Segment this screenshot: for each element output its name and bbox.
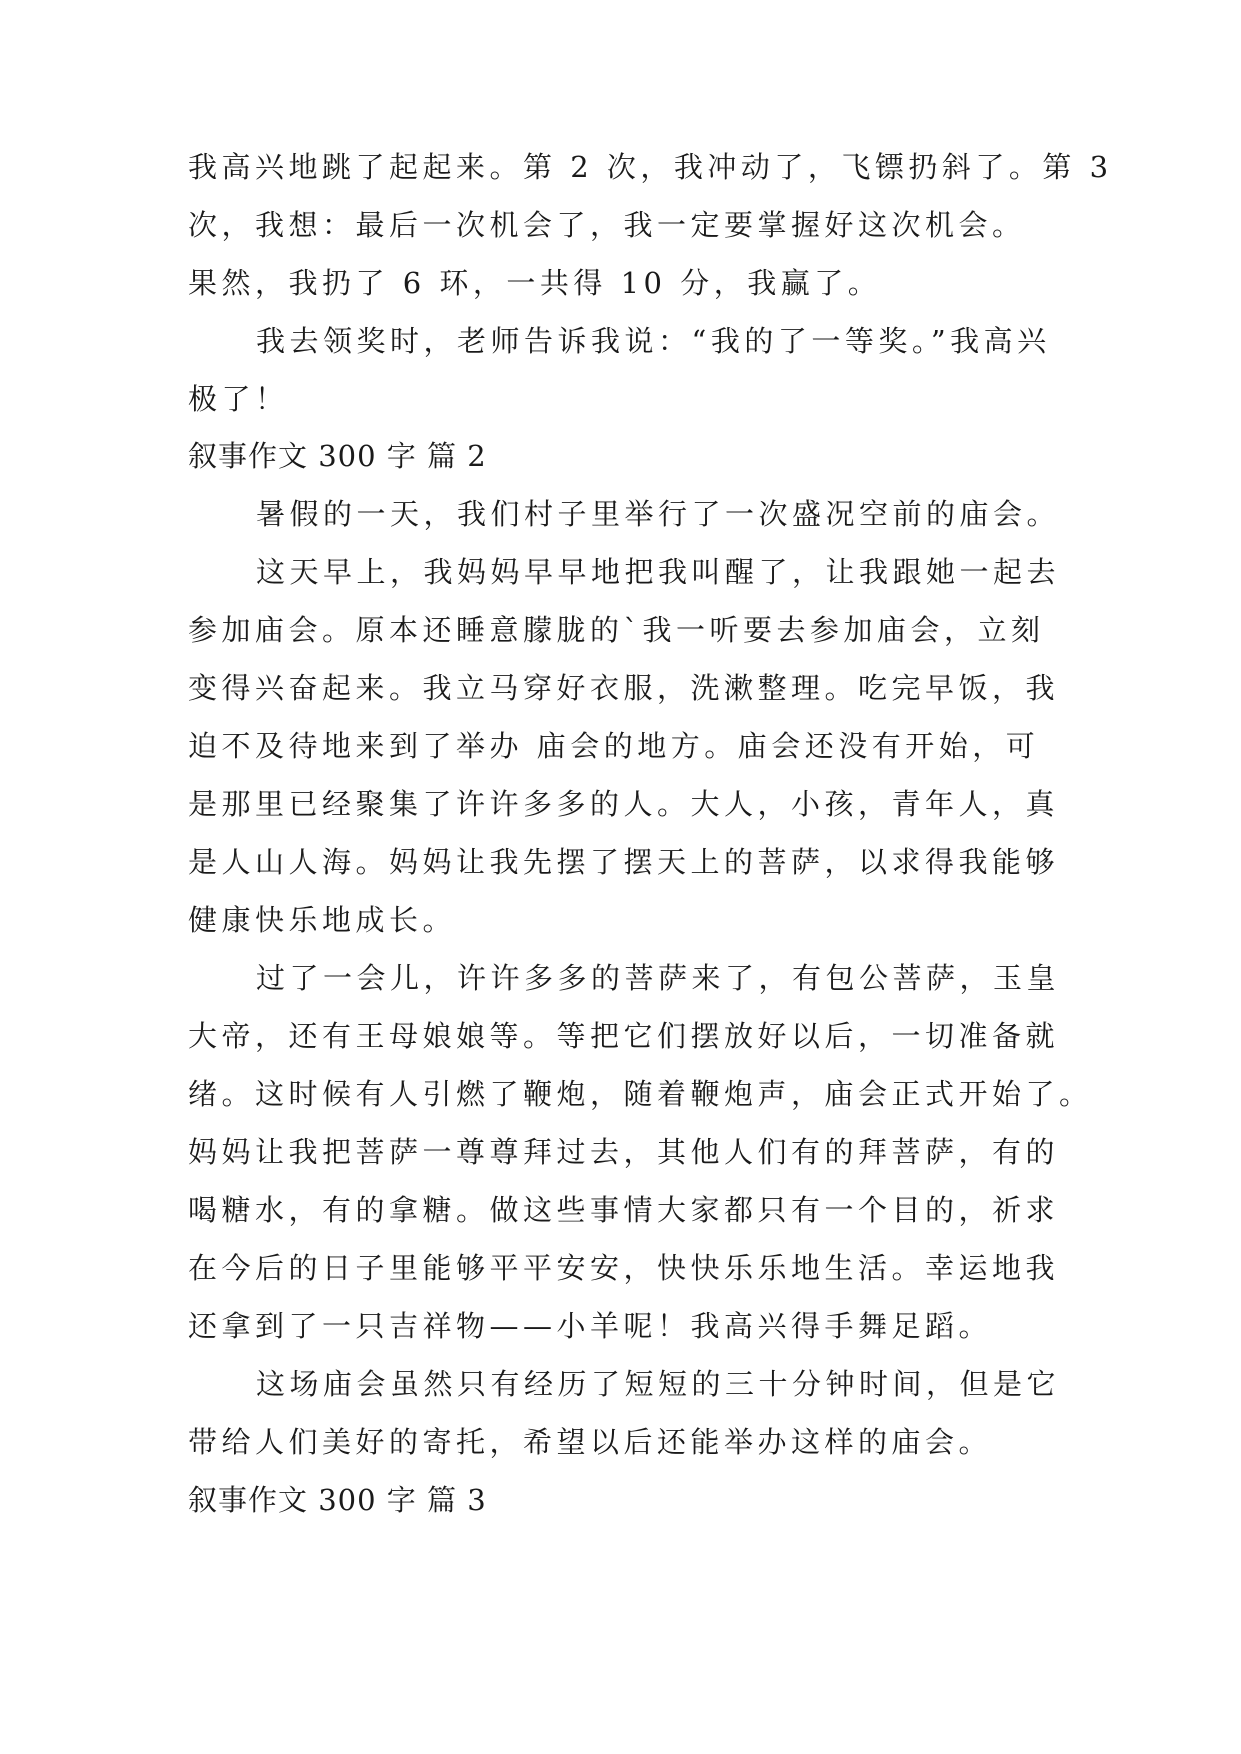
body-line: 迫不及待地来到了举办 庙会的地方。庙会还没有开始，可 (188, 729, 1040, 763)
body-line: 果然，我扔了 6 环，一共得 10 分，我赢了。 (188, 266, 882, 300)
body-line: 喝糖水，有的拿糖。做这些事情大家都只有一个目的，祈求 (188, 1193, 1060, 1227)
paragraph-first-line: 过了一会儿，许许多多的菩萨来了，有包公菩萨，玉皇 (256, 961, 1061, 995)
body-line: 还拿到了一只吉祥物——小羊呢！我高兴得手舞足蹈。 (188, 1309, 993, 1343)
body-line: 绪。这时候有人引燃了鞭炮，随着鞭炮声，庙会正式开始了。 (188, 1077, 1093, 1111)
body-line: 大帝，还有王母娘娘等。等把它们摆放好以后，一切准备就 (188, 1019, 1060, 1053)
body-line: 参加庙会。原本还睡意朦胧的`我一听要去参加庙会，立刻 (188, 613, 1045, 647)
body-line: 是那里已经聚集了许许多多的人。大人，小孩，青年人，真 (188, 787, 1060, 821)
section-heading: 叙事作文 300 字 篇 3 (188, 1483, 487, 1517)
paragraph-first-line: 我去领奖时，老师告诉我说：“我的了一等奖。”我高兴 (256, 324, 1051, 358)
paragraph-first-line: 这场庙会虽然只有经历了短短的三十分钟时间，但是它 (256, 1367, 1061, 1401)
body-line: 次，我想：最后一次机会了，我一定要掌握好这次机会。 (188, 208, 1026, 242)
body-line: 我高兴地跳了起起来。第 2 次，我冲动了，飞镖扔斜了。第 3 (188, 150, 1113, 184)
body-line: 健康快乐地成长。 (188, 903, 457, 937)
section-heading: 叙事作文 300 字 篇 2 (188, 439, 487, 473)
body-line: 在今后的日子里能够平平安安，快快乐乐地生活。幸运地我 (188, 1251, 1060, 1285)
body-line: 变得兴奋起来。我立马穿好衣服，洗漱整理。吃完早饭，我 (188, 671, 1060, 705)
paragraph-first-line: 这天早上，我妈妈早早地把我叫醒了，让我跟她一起去 (256, 555, 1061, 589)
paragraph-first-line: 暑假的一天，我们村子里举行了一次盛况空前的庙会。 (256, 497, 1061, 531)
body-line: 妈妈让我把菩萨一尊尊拜过去，其他人们有的拜菩萨，有的 (188, 1135, 1060, 1169)
body-line: 带给人们美好的寄托，希望以后还能举办这样的庙会。 (188, 1425, 993, 1459)
body-line: 是人山人海。妈妈让我先摆了摆天上的菩萨，以求得我能够 (188, 845, 1060, 879)
body-line: 极了！ (188, 382, 289, 416)
